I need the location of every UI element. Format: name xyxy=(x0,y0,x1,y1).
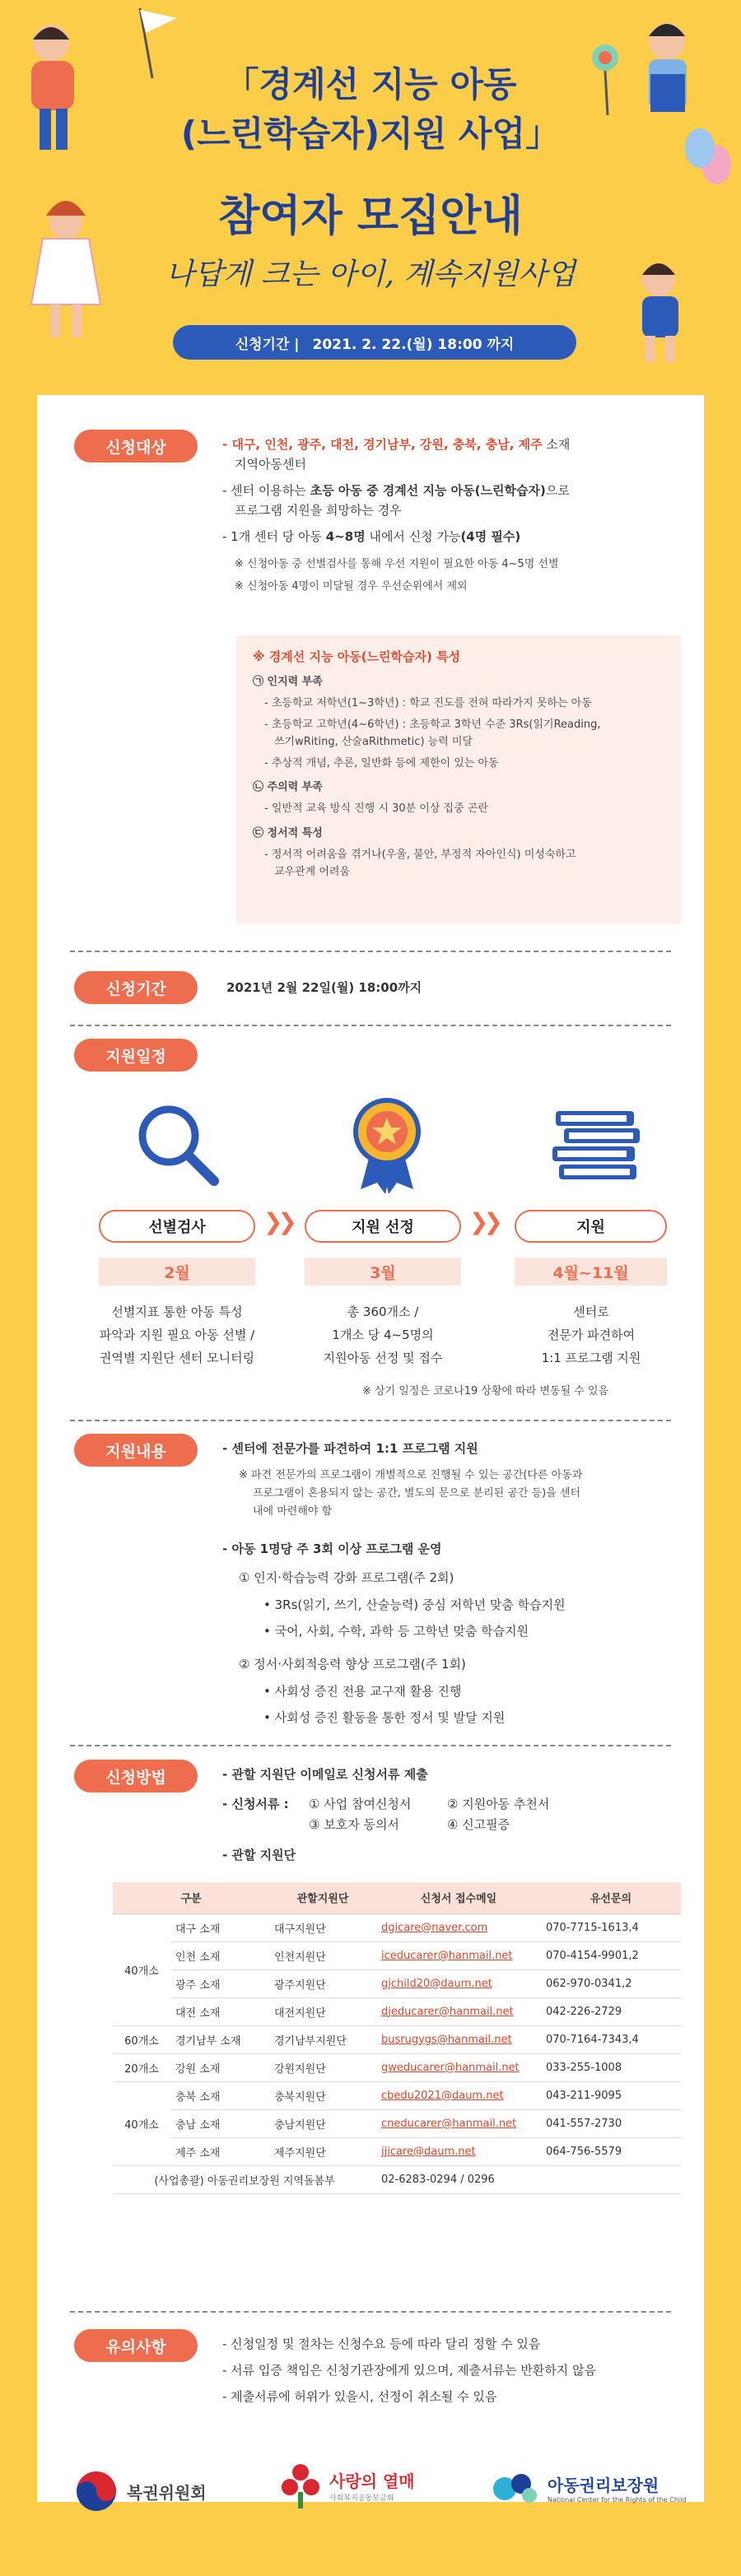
title-line-2: (느린학습자)지원 사업」 xyxy=(180,114,561,154)
magnifier-icon xyxy=(132,1099,222,1189)
eligibility-badge: 신청대상 xyxy=(74,430,198,463)
notice-badge: 유의사항 xyxy=(74,2329,198,2362)
content-note-b: 프로그램이 혼용되지 않는 공간, 별도의 문으로 분리된 공간 등)을 센터 xyxy=(253,1487,581,1500)
characteristics-box xyxy=(236,635,681,923)
team: 충남지원단 xyxy=(269,2109,376,2137)
email-link[interactable]: cneducarer@hanmail.net xyxy=(376,2109,541,2137)
period-value: 2021년 2월 22일(월) 18:00까지 xyxy=(226,980,422,995)
divider xyxy=(70,1745,671,1746)
table-header: 관할지원단 xyxy=(269,1882,376,1913)
content-heading-2: - 아동 1명당 주 3회 이상 프로그램 운영 xyxy=(222,1541,442,1556)
team: 대전지원단 xyxy=(269,1997,376,2025)
content-heading-1: - 센터에 전문가를 파견하여 1:1 프로그램 지원 xyxy=(222,1441,478,1456)
cognitive-item-2a: - 초등학교 고학년(4~6학년) : 초등학교 3학년 수준 3Rs(읽기Reading, xyxy=(264,718,601,731)
footer-logo-lottery-text: 복권위원회 xyxy=(127,2482,207,2503)
step-2-month: 3월 xyxy=(305,1258,461,1286)
divider xyxy=(70,2311,671,2313)
table-row xyxy=(113,2109,681,2137)
table-header-row xyxy=(113,1882,681,1913)
table-row xyxy=(113,2025,681,2053)
doc-4: ④ 신고필증 xyxy=(447,1817,510,1832)
emotion-title: ㉢ 정서적 특성 xyxy=(253,827,323,839)
program-1: ① 인지·학습능력 강화 프로그램(주 2회) xyxy=(239,1570,454,1585)
emotion-item-1b: 교우관계 어려움 xyxy=(274,866,351,878)
doc-1: ① 사업 참여신청서 xyxy=(309,1797,412,1811)
attention-title: ㉡ 주의력 부족 xyxy=(253,781,323,793)
table-row xyxy=(113,2081,681,2109)
award-medal-icon xyxy=(342,1095,432,1193)
eligibility-line-2: - 센터 이용하는 초등 아동 중 경계선 지능 아동(느린학습자)으로 xyxy=(222,483,570,498)
chevron-right-icon: ❯❯ xyxy=(263,1208,292,1235)
area: 경기남부 소재 xyxy=(170,2025,269,2053)
area: 강원 소재 xyxy=(170,2053,269,2081)
area: 제주 소재 xyxy=(170,2137,269,2165)
step-3-desc: 센터로 전문가 파견하여 1:1 프로그램 지원 xyxy=(541,1304,641,1365)
email-link[interactable]: djeducarer@hanmail.net xyxy=(376,1997,541,2025)
table-row xyxy=(113,2053,681,2081)
area: 대구 소재 xyxy=(170,1913,269,1941)
area: 인천 소재 xyxy=(170,1941,269,1969)
total-phone: 02-6283-0294 / 0296 xyxy=(376,2165,681,2193)
period-badge: 신청기간 xyxy=(74,971,198,1004)
footer-logo-lottery xyxy=(74,2469,207,2513)
email-link[interactable]: iceducarer@hanmail.net xyxy=(376,1941,541,1969)
step-3-month: 4월~11월 xyxy=(515,1258,667,1286)
books-icon xyxy=(548,1099,646,1189)
program-1-item-2: • 국어, 사회, 수학, 과학 등 고학년 맞춤 학습지원 xyxy=(263,1624,529,1639)
divider xyxy=(70,1025,671,1026)
eligibility-line-2b: 프로그램 지원을 희망하는 경우 xyxy=(235,503,402,518)
footer-logo-fruit xyxy=(280,2461,415,2510)
support-team-table xyxy=(113,1882,681,2194)
slogan: 나답게 크는 아이, 계속지원사업 xyxy=(165,258,576,291)
doc-2: ② 지원아동 추천서 xyxy=(447,1797,550,1811)
table-row xyxy=(113,1913,681,1941)
phone: 070-4154-9901,2 xyxy=(541,1941,681,1969)
period-pill-value: 2021. 2. 22.(월) 18:00 까지 xyxy=(312,336,515,353)
divider xyxy=(70,951,671,952)
step-1-name: 선별검사 xyxy=(99,1210,255,1243)
ncrc-icon xyxy=(490,2467,539,2509)
notice-line-2: - 서류 입증 책임은 신청기관장에게 있으며, 제출서류는 반환하지 않음 xyxy=(222,2363,597,2378)
email-link[interactable]: busrugygs@hanmail.net xyxy=(376,2025,541,2053)
notice-line-1: - 신청일정 및 절차는 신청수요 등에 따라 달리 정할 수 있음 xyxy=(222,2337,541,2351)
area: 충남 소재 xyxy=(170,2109,269,2137)
content-card xyxy=(37,395,704,2502)
phone: 062-970-0341,2 xyxy=(541,1969,681,1997)
team: 경기남부지원단 xyxy=(269,2025,376,2053)
group-count: 40개소 xyxy=(113,1913,170,2025)
group-count: 20개소 xyxy=(113,2053,170,2081)
area: 대전 소재 xyxy=(170,1997,269,2025)
title-line-1: 「경계선 지능 아동 xyxy=(224,64,517,105)
team: 제주지원단 xyxy=(269,2137,376,2165)
team: 대구지원단 xyxy=(269,1913,376,1941)
team: 강원지원단 xyxy=(269,2053,376,2081)
email-link[interactable]: cbedu2021@daum.net xyxy=(376,2081,541,2109)
characteristics-title: ※ 경계선 지능 아동(느린학습자) 특성 xyxy=(253,649,461,664)
email-link[interactable]: gweducarer@hanmail.net xyxy=(376,2053,541,2081)
method-line-2: - 신청서류 : xyxy=(222,1797,289,1811)
step-2-desc: 총 360개소 / 1개소 당 4~5명의 지원아동 선정 및 접수 xyxy=(323,1304,443,1365)
eligibility-note-2: ※ 신청아동 4명이 미달될 경우 우선순위에서 제외 xyxy=(235,580,468,593)
phone: 033-255-1008 xyxy=(541,2053,681,2081)
phone: 043-211-9095 xyxy=(541,2081,681,2109)
table-row xyxy=(113,2137,681,2165)
step-2-name: 지원 선정 xyxy=(305,1210,461,1243)
method-line-3: - 관할 지원단 xyxy=(222,1848,296,1862)
doc-3: ③ 보호자 동의서 xyxy=(309,1817,399,1832)
emotion-item-1a: - 정서적 어려움을 겪거나(우울, 불안, 부정적 자아인식) 미성숙하고 xyxy=(264,849,576,861)
footer-logo-ncrc-sub: National Center for the Rights of the Child xyxy=(548,2496,687,2504)
team: 충북지원단 xyxy=(269,2081,376,2109)
phone: 064-756-5579 xyxy=(541,2137,681,2165)
email-link[interactable]: dgicare@naver.com xyxy=(376,1913,541,1941)
phone: 070-7715-1613,4 xyxy=(541,1913,681,1941)
table-row xyxy=(113,1997,681,2025)
table-row xyxy=(113,1941,681,1969)
period-pill xyxy=(173,325,576,360)
table-header: 유선문의 xyxy=(541,1882,681,1913)
hero-banner xyxy=(0,0,741,362)
divider xyxy=(70,1420,671,1421)
program-1-item-1: • 3Rs(읽기, 쓰기, 산술능력) 중심 저학년 맞춤 학습지원 xyxy=(263,1597,566,1612)
footer-logo-ncrc xyxy=(490,2467,686,2509)
page-title: 참여자 모집안내 xyxy=(218,192,523,241)
cognitive-item-2b: 쓰기wRiting, 산술aRithmetic) 능력 미달 xyxy=(274,736,473,748)
group-count: 40개소 xyxy=(113,2081,170,2165)
cognitive-title: ㉠ 인지력 부족 xyxy=(253,676,323,688)
area: 충북 소재 xyxy=(170,2081,269,2109)
method-line-1: - 관할 지원단 이메일로 신청서류 제출 xyxy=(222,1767,428,1782)
table-row xyxy=(113,1969,681,1997)
footer-logo-ncrc-text: 아동권리보장원 xyxy=(548,2476,659,2495)
cognitive-item-3: - 추상적 개념, 추론, 일반화 등에 제한이 있는 아동 xyxy=(264,757,499,770)
email-link[interactable]: jjicare@daum.net xyxy=(376,2137,541,2165)
area: 광주 소재 xyxy=(170,1969,269,1997)
content-note-c: 내에 마련해야 함 xyxy=(253,1505,333,1518)
total-label: (사업총괄) 아동권리보장원 지역돌봄부 xyxy=(113,2165,376,2193)
content-note-a: ※ 파견 전문가의 프로그램이 개별적으로 진행될 수 있는 공간(다른 아동과 xyxy=(239,1469,583,1481)
chevron-right-icon: ❯❯ xyxy=(469,1208,498,1235)
phone: 042-226-2729 xyxy=(541,1997,681,2025)
love-fruit-icon xyxy=(280,2461,321,2510)
team: 광주지원단 xyxy=(269,1969,376,1997)
program-2: ② 정서·사회적응력 향상 프로그램(주 1회) xyxy=(239,1657,466,1672)
table-header: 신청서 접수메일 xyxy=(376,1882,541,1913)
eligibility-line-3: - 1개 센터 당 아동 4~8명 내에서 신청 가능(4명 필수) xyxy=(222,529,521,544)
eligibility-regions: - 대구, 인천, 광주, 대전, 경기남부, 강원, 충북, 충남, 제주 소재 xyxy=(222,437,571,452)
table-header: 구분 xyxy=(113,1882,269,1913)
eligibility-center: 지역아동센터 xyxy=(235,457,306,472)
step-1-month: 2월 xyxy=(99,1258,255,1286)
taegeuk-icon xyxy=(74,2469,119,2513)
email-link[interactable]: gjchild20@daum.net xyxy=(376,1969,541,1997)
program-2-item-2: • 사회성 증진 활동을 통한 정서 및 발달 지원 xyxy=(263,1710,506,1725)
eligibility-note-1: ※ 신청아동 중 선별검사를 통해 우선 지원이 필요한 아동 4~5명 선별 xyxy=(235,558,559,570)
method-badge: 신청방법 xyxy=(74,1760,198,1793)
footer-logo-fruit-text: 사랑의 열매 xyxy=(329,2471,415,2491)
attention-item-1: - 일반적 교육 방식 진행 시 30분 이상 집중 곤란 xyxy=(264,802,488,815)
period-pill-label: 신청기간 | xyxy=(235,336,300,353)
schedule-badge: 지원일정 xyxy=(74,1039,198,1072)
table-row-total xyxy=(113,2165,681,2193)
team: 인천지원단 xyxy=(269,1941,376,1969)
phone: 041-557-2730 xyxy=(541,2109,681,2137)
content-badge: 지원내용 xyxy=(74,1434,198,1467)
program-2-item-1: • 사회성 증진 전용 교구재 활용 진행 xyxy=(263,1684,462,1699)
notice-line-3: - 제출서류에 허위가 있을시, 선정이 취소될 수 있음 xyxy=(222,2389,497,2404)
schedule-note: ※ 상기 일정은 코로나19 상황에 따라 변동될 수 있음 xyxy=(362,1385,609,1397)
cognitive-item-1: - 초등학교 저학년(1~3학년) : 학교 진도를 전혀 따라가지 못하는 아동 xyxy=(264,697,592,709)
step-3-name: 지원 xyxy=(515,1210,667,1243)
footer-logo-fruit-sub: 사회복지공동모금회 xyxy=(329,2495,394,2503)
phone: 070-7164-7343,4 xyxy=(541,2025,681,2053)
step-1-desc: 선별지표 통한 아동 특성 파악과 지원 필요 아동 선별 / 권역별 지원단 센터 모니터링 xyxy=(99,1304,255,1365)
group-count: 60개소 xyxy=(113,2025,170,2053)
